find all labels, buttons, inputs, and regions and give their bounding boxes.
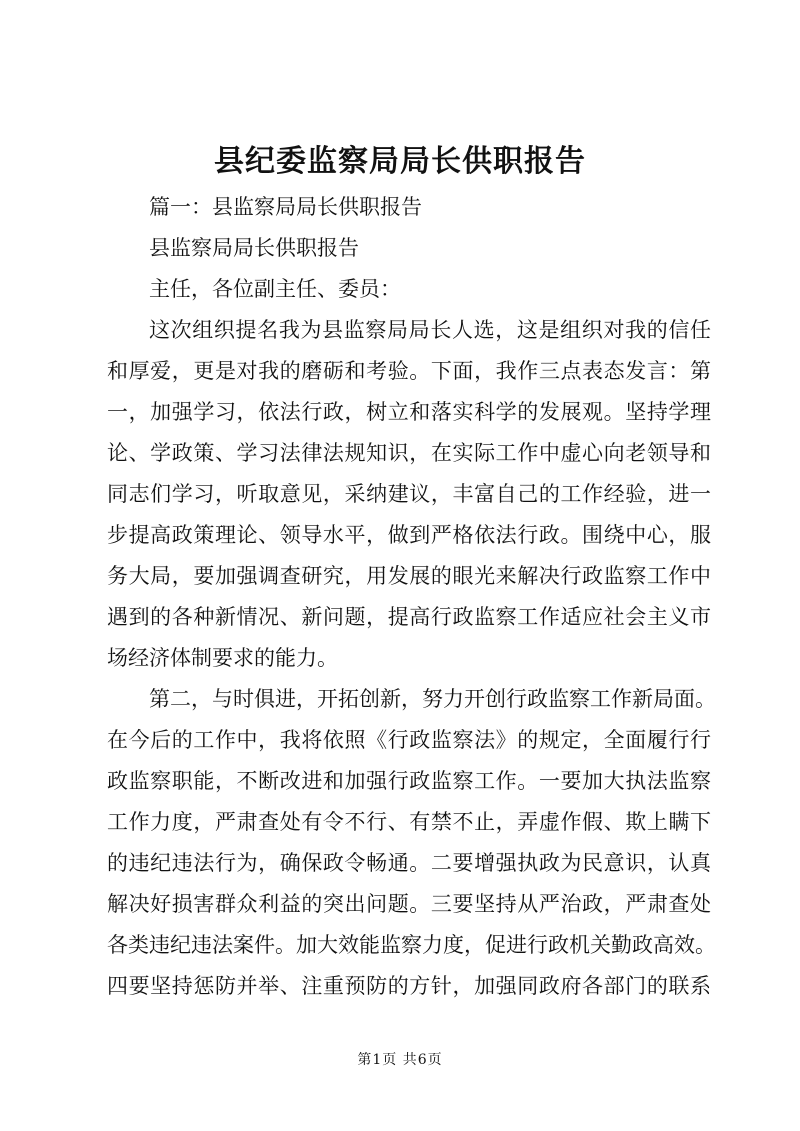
paragraph2-line: 工作力度，严肃查处有令不行、有禁不止，弄虚作假、欺上瞒下 [107, 810, 711, 834]
paragraph1-line: 场经济体制要求的能力。 [107, 646, 338, 670]
paragraph1-line: 务大局，要加强调查研究，用发展的眼光来解决行政监察工作中 [107, 564, 711, 588]
paragraph2-line: 第二，与时俱进，开拓创新，努力开创行政监察工作新局面。 [149, 687, 716, 711]
paragraph1-line: 这次组织提名我为县监察局局长人选，这是组织对我的信任 [149, 318, 711, 342]
paragraph1-line: 同志们学习，听取意见，采纳建议，丰富自己的工作经验，进一 [107, 482, 711, 506]
report-subtitle: 县监察局局长供职报告 [149, 236, 359, 260]
paragraph2-line: 在今后的工作中，我将依照《行政监察法》的规定，全面履行行 [107, 728, 711, 752]
paragraph2-line: 解决好损害群众利益的突出问题。三要坚持从严治政，严肃查处 [107, 892, 711, 916]
paragraph2-line: 的违纪违法行为，确保政令畅通。二要增强执政为民意识，认真 [107, 851, 711, 875]
document-title: 县纪委监察局局长供职报告 [214, 144, 586, 179]
paragraph2-line: 各类违纪违法案件。加大效能监察力度，促进行政机关勤政高效。 [107, 933, 716, 957]
paragraph1-line: 步提高政策理论、领导水平，做到严格依法行政。围绕中心，服 [107, 523, 711, 547]
paragraph1-line: 和厚爱，更是对我的磨砺和考验。下面，我作三点表态发言：第 [107, 359, 711, 383]
salutation: 主任，各位副主任、委员： [149, 277, 401, 301]
paragraph2-line: 政监察职能，不断改进和加强行政监察工作。一要加大执法监察 [107, 769, 711, 793]
paragraph1-line: 遇到的各种新情况、新问题，提高行政监察工作适应社会主义市 [107, 605, 711, 629]
section-heading: 篇一：县监察局局长供职报告 [149, 195, 422, 219]
page-number-footer: 第1页 共6页 [357, 1052, 443, 1068]
paragraph1-line: 一，加强学习，依法行政，树立和落实科学的发展观。坚持学理 [107, 400, 711, 424]
paragraph1-line: 论、学政策、学习法律法规知识，在实际工作中虚心向老领导和 [107, 441, 711, 465]
paragraph2-line: 四要坚持惩防并举、注重预防的方针，加强同政府各部门的联系 [107, 974, 711, 998]
